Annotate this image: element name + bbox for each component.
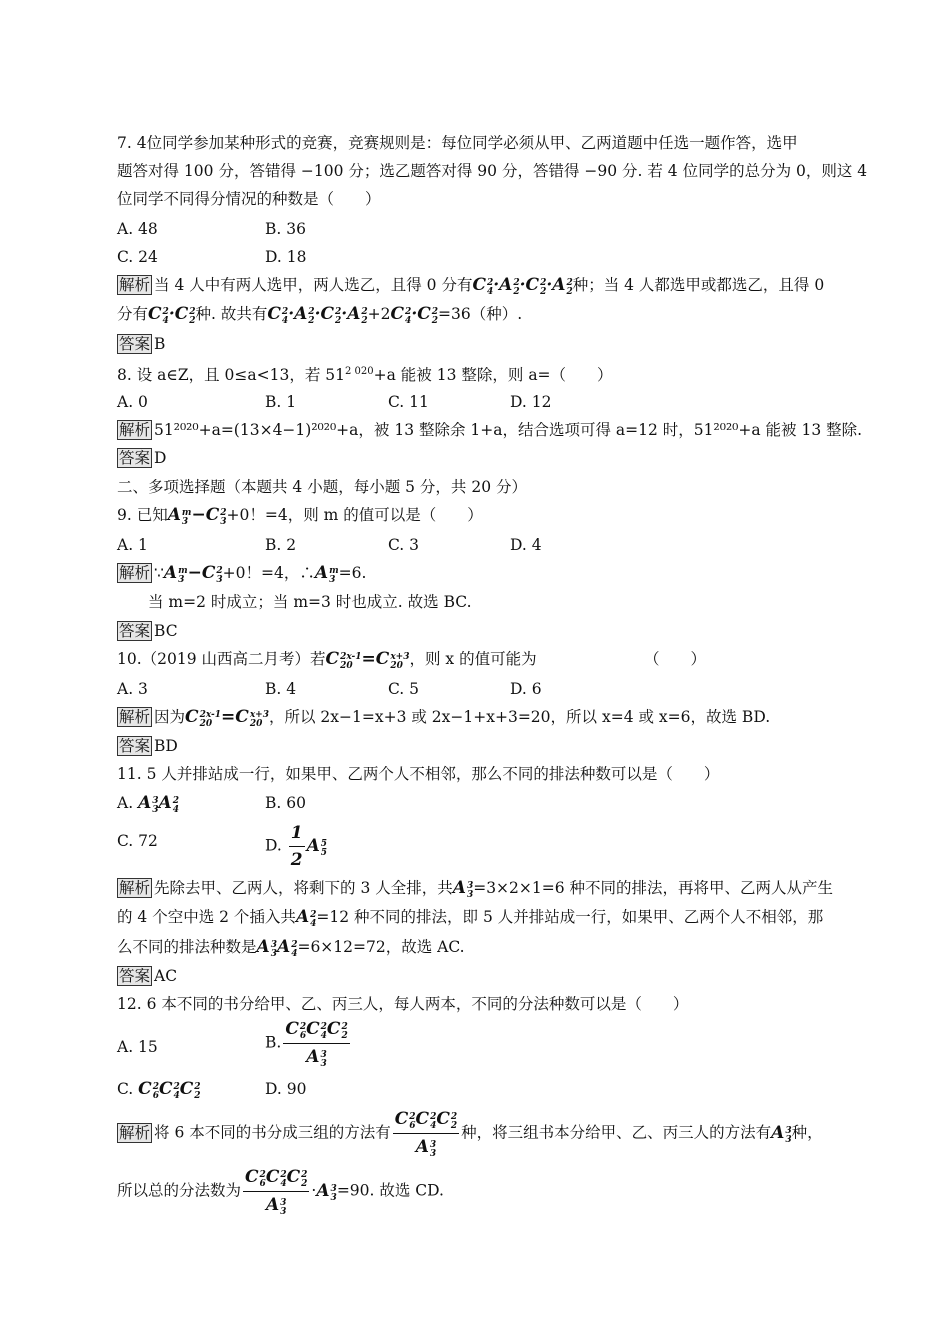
q10-option-b: B. 4 [265,680,297,698]
q7-analysis-line2: 分有C 2 4 ·C 2 2 种. 故共有C 2 4 ·A 2 2 ·C 2 2 ·A 2 2 +2C 2 4 ·C 2 2 =36（种）. [117,304,523,327]
q8-answer: 答案 D [119,449,167,467]
analysis-tag: 解析 [119,276,151,294]
q8-option-c: C. 11 [388,393,429,411]
q12-analysis-line2: 所以总的分法数为 C 2 6 C 2 4 C 2 2 A 3 3 ·A 3 3 =90. 故选 CD. [117,1167,444,1218]
q9-analysis-line2: 当 m=2 时成立；当 m=3 时也成立. 故选 BC. [148,593,472,611]
q7-option-d: D. 18 [265,248,307,266]
q7-stem-line3: 位同学不同得分情况的种数是（ ） [117,190,381,208]
q12-analysis-line1: 解析 将 6 本不同的书分成三组的方法有 C 2 6 C 2 4 C 2 2 A 3 3 种，将三组书本分给甲、乙、丙三人的方法有A 3 3 种， [119,1109,823,1160]
q8-option-a: A. 0 [117,393,148,411]
q9-option-d: D. 4 [510,536,542,554]
q10-analysis: 解析 因为C 2x-1 20 =C x+3 20 ，所以 2x−1=x+3 或 2x−1+x+3=20，所以 x=4 或 x=6，故选 BD. [119,707,771,730]
q10-answer: 答案 BD [119,737,178,755]
q9-option-c: C. 3 [388,536,420,554]
answer-tag: 答案 [119,335,151,353]
q11-option-a: A. A 3 3 A 2 4 [117,793,179,816]
q11-answer: 答案 AC [119,967,178,985]
q10-option-d: D. 6 [510,680,542,698]
q7-option-c: C. 24 [117,248,158,266]
q9-stem: 9. 已知A m 3 −C 2 3 +0！=4，则 m 的值可以是（ ） [117,505,483,528]
q9-option-b: B. 2 [265,536,297,554]
q10-option-a: A. 3 [117,680,148,698]
q7-answer: 答案 B [119,335,166,353]
q12-option-a: A. 15 [117,1038,158,1056]
q11-analysis-line1: 解析 先除去甲、乙两人，将剩下的 3 人全排，共A 3 3 =3×2×1=6 种不同的排法，再将甲、乙两人从产生 [119,878,834,901]
q12-option-d: D. 90 [265,1080,307,1098]
q10-answer-paren: （ ） [644,650,707,668]
q7-option-a: A. 48 [117,220,158,238]
q9-analysis-line1: 解析 ∵A m 3 −C 2 3 +0！=4，∴A m 3 =6. [119,563,367,586]
q11-analysis-line3: 么不同的排法种数是A 3 3 A 2 4 =6×12=72，故选 AC. [117,937,465,960]
q7-option-b: B. 36 [265,220,306,238]
q8-analysis: 解析 51²⁰²⁰+a=(13×4−1)²⁰²⁰+a，被 13 整除余 1+a，结合选项可得 a=12 时，51²⁰²⁰+a 能被 13 整除. [119,421,863,439]
q11-stem: 11. 5 人并排站成一行，如果甲、乙两个人不相邻，那么不同的排法种数可以是（ ） [117,765,720,783]
q8-option-b: B. 1 [265,393,297,411]
q11-analysis-line2: 的 4 个空中选 2 个插入共A 2 4 =12 种不同的排法，即 5 人并排站成一行，如果甲、乙两个人不相邻，那 [117,907,824,930]
q7-stem-line2: 题答对得 100 分，答错得 −100 分；选乙题答对得 90 分，答错得 −90 分. 若 4 位同学的总分为 0，则这 4 [117,162,868,180]
q7-stem-line1: 7. 4位同学参加某种形式的竞赛，竞赛规则是：每位同学必须从甲、乙两道题中任选一题作答，选甲 [117,134,798,152]
q12-option-b: B. C 2 6 C 2 4 C 2 2 A 3 3 [265,1019,348,1070]
q9-answer: 答案 BC [119,622,178,640]
q10-stem: 10.（2019 山西高二月考）若C 2x-1 20 =C x+3 20 ，则 x 的值可能为 [117,649,537,672]
q11-option-c: C. 72 [117,832,158,850]
q8-stem: 8. 设 a∈Z，且 0≤a<13，若 $51^{2 020}+a$ 能被 13 整除，则 a=（ ） [117,366,613,385]
q11-option-d: D. $\frac{1}{2}$ A 5 5 [265,823,328,870]
q9-option-a: A. 1 [117,536,148,554]
q10-option-c: C. 5 [388,680,420,698]
q11-option-b: B. 60 [265,794,306,812]
q7-analysis-line1: 解析 当 4 人中有两人选甲，两人选乙，且得 0 分有C 2 4 ·A 2 2 ·C 2 2 ·A 2 2 种；当 4 人都选甲或都选乙，且得 0 [119,275,825,298]
q8-option-d: D. 12 [510,393,552,411]
q12-stem: 12. 6 本不同的书分给甲、乙、丙三人，每人两本，不同的分法种数可以是（ ） [117,995,689,1013]
section-heading: 二、多项选择题（本题共 4 小题，每小题 5 分，共 20 分） [117,478,528,496]
q12-option-c: C. C 2 6 C 2 4 C 2 2 [117,1079,201,1102]
